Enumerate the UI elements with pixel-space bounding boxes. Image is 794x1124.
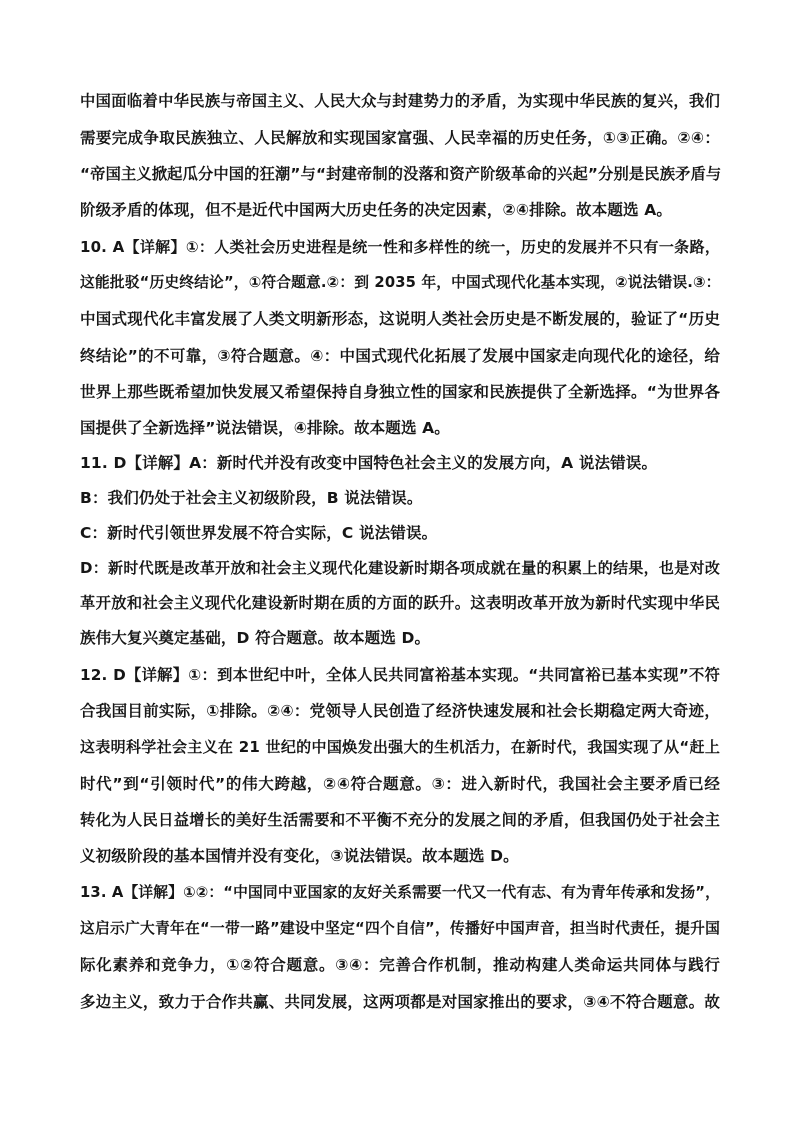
text-line: D：新时代既是改革开放和社会主义现代化建设新时期各项成就在量的积累上的结果，也是对改 [80,559,720,577]
text-line: 合我国目前实际，①排除。②④：党领导人民创造了经济快速发展和社会长期稳定两大奇迹， [80,702,720,720]
text-line: C：新时代引领世界发展不符合实际，C 说法错误。 [80,524,438,542]
text-line: B：我们仍处于社会主义初级阶段，B 说法错误。 [80,489,423,507]
text-line: 终结论”的不可靠，③符合题意。④：中国式现代化拓展了发展中国家走向现代化的途径，给 [80,347,720,365]
text-line: 义初级阶段的基本国情并没有变化，③说法错误。故本题选 D。 [80,847,519,865]
text-line: 世界上那些既希望加快发展又希望保持自身独立性的国家和民族提供了全新选择。“为世界各 [80,383,720,401]
text-line: 国提供了全新选择”说法错误，④排除。故本题选 A。 [80,419,450,437]
text-line: 革开放和社会主义现代化建设新时期在质的方面的跃升。这表明改革开放为新时代实现中华民 [80,594,720,612]
text-line: 时代”到“引领时代”的伟大跨越，②④符合题意。③：进入新时代，我国社会主要矛盾已经 [80,775,720,793]
text-line: 际化素养和竞争力，①②符合题意。③④：完善合作机制，推动构建人类命运共同体与践行 [80,956,720,974]
text-line: 10. A【详解】①：人类社会历史进程是统一性和多样性的统一，历史的发展并不只有一条路， [80,238,720,256]
text-line: 中国面临着中华民族与帝国主义、人民大众与封建势力的矛盾，为实现中华民族的复兴，我们 [80,92,720,110]
text-line: 这表明科学社会主义在 21 世纪的中国焕发出强大的生机活力，在新时代，我国实现了从“赶上 [80,738,720,756]
text-line: “帝国主义掀起瓜分中国的狂潮”与“封建帝制的没落和资产阶级革命的兴起”分别是民族矛盾与 [80,165,722,183]
text-line: 多边主义，致力于合作共赢、共同发展，这两项都是对国家推出的要求，③④不符合题意。故 [80,993,720,1011]
text-line: 阶级矛盾的体现，但不是近代中国两大历史任务的决定因素，②④排除。故本题选 A。 [80,201,672,219]
text-line: 需要完成争取民族独立、人民解放和实现国家富强、人民幸福的历史任务，①③正确。②④： [80,129,720,147]
text-line: 中国式现代化丰富发展了人类文明新形态，这说明人类社会历史是不断发展的，验证了“历史 [80,310,720,328]
text-line: 11. D【详解】A：新时代并没有改变中国特色社会主义的发展方向，A 说法错误。 [80,454,658,472]
text-line: 转化为人民日益增长的美好生活需要和不平衡不充分的发展之间的矛盾，但我国仍处于社会主 [80,811,720,829]
text-line: 13. A【详解】①②：“中国同中亚国家的友好关系需要一代又一代有志、有为青年传承和发扬”， [80,884,720,901]
text-line: 这能批驳“历史终结论”，①符合题意.②：到 2035 年，中国式现代化基本实现，②说法错误.③： [80,274,721,291]
text-line: 这启示广大青年在“一带一路”建设中坚定“四个自信”，传播好中国声音，担当时代责任，提升国 [80,920,720,937]
text-line: 族伟大复兴奠定基础，D 符合题意。故本题选 D。 [80,629,431,647]
text-line: 12. D【详解】①：到本世纪中叶，全体人民共同富裕基本实现。“共同富裕已基本实现”不符 [80,666,720,684]
